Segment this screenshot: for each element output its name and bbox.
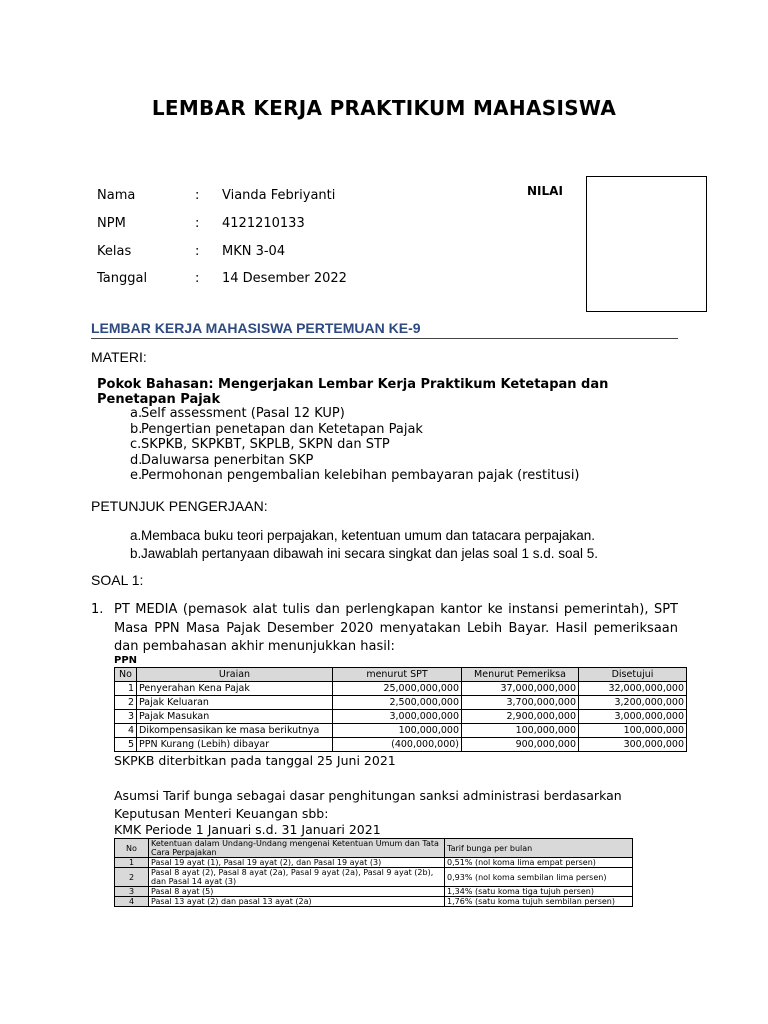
info-colon: : — [195, 244, 200, 259]
table-row — [115, 710, 687, 724]
list-marker: e. — [130, 468, 143, 483]
column-header: Menurut Pemeriksa — [462, 668, 579, 682]
table-cell: 1,34% (satu koma tiga tujuh persen) — [445, 887, 633, 897]
info-value-nama: Vianda Febriyanti — [222, 188, 336, 203]
list-item-text: Pengertian penetapan dan Ketetapan Pajak — [141, 421, 423, 437]
nilai-label: NILAI — [527, 184, 563, 198]
column-header: Tarif bunga per bulan — [445, 839, 633, 858]
list-marker: c. — [130, 437, 142, 452]
table-cell: PPN Kurang (Lebih) dibayar — [137, 738, 333, 752]
list-item — [113, 527, 598, 545]
list-item-text: SKPKB, SKPKBT, SKPLB, SKPN dan STP — [141, 437, 390, 452]
table-row — [115, 858, 633, 868]
list-item-text: Daluwarsa penerbitan SKP — [141, 452, 314, 468]
column-header: Uraian — [137, 668, 333, 682]
list-marker: a. — [130, 406, 143, 421]
info-label-kelas: Kelas — [97, 244, 132, 259]
table-cell: 32,000,000,000 — [579, 682, 687, 696]
table-cell: 37,000,000,000 — [462, 682, 579, 696]
list-marker: b. — [130, 421, 143, 437]
list-item — [113, 422, 580, 438]
table-cell: 3,000,000,000 — [579, 710, 687, 724]
table-cell: 100,000,000 — [579, 724, 687, 738]
ppn-label: PPN — [114, 655, 138, 666]
column-header: No — [115, 839, 149, 858]
list-marker: b. — [130, 545, 142, 561]
table-row — [115, 887, 633, 897]
table-row — [115, 696, 687, 710]
table-cell: 4 — [115, 724, 137, 738]
table-cell: Dikompensasikan ke masa berikutnya — [137, 724, 333, 738]
list-item-text: Self assessment (Pasal 12 KUP) — [141, 406, 345, 421]
kmk-period: KMK Periode 1 Januari s.d. 31 Januari 2021 — [114, 822, 381, 837]
table-cell: 3 — [115, 710, 137, 724]
table-header-row — [115, 839, 633, 858]
list-marker: a. — [130, 528, 142, 543]
question-text: PT MEDIA (pemasok alat tulis dan perlengkapan kantor ke instansi pemerintah), SPT Masa PPN Masa Pajak Desember 2020 menyatakan Lebih Bayar. Hasil pemeriksaan dan pembahasan akhir menunjukkan hasil: — [114, 602, 678, 654]
section-heading: LEMBAR KERJA MAHASISWA PERTEMUAN KE-9 — [91, 320, 421, 336]
table-cell: 1,76% (satu koma tujuh sembilan persen) — [445, 897, 633, 907]
tarif-table — [114, 838, 633, 907]
table-cell: 1 — [115, 682, 137, 696]
list-item — [113, 453, 580, 469]
table-cell: 300,000,000 — [579, 738, 687, 752]
info-label-npm: NPM — [97, 216, 126, 231]
asumsi-text: Asumsi Tarif bunga sebagai dasar penghitungan sanksi administrasi berdasarkan Keputusan Menteri Keuangan sbb: — [114, 788, 622, 821]
table-cell: 3 — [115, 887, 149, 897]
table-cell: 0,51% (nol koma lima empat persen) — [445, 858, 633, 868]
petunjuk-heading: PETUNJUK PENGERJAAN: — [91, 498, 268, 514]
table-cell: 2 — [115, 696, 137, 710]
list-item — [113, 468, 580, 484]
list-item-text: Permohonan pengembalian kelebihan pembayaran pajak (restitusi) — [141, 468, 580, 483]
table-cell: (400,000,000) — [333, 738, 462, 752]
materi-heading: MATERI: — [91, 349, 147, 365]
table-cell: 1 — [115, 858, 149, 868]
column-header: Ketentuan dalam Undang-Undang mengenai Ketentuan Umum dan Tata Cara Perpajakan — [149, 839, 445, 858]
info-colon: : — [195, 271, 200, 286]
table-row — [115, 682, 687, 696]
table-cell: 100,000,000 — [462, 724, 579, 738]
info-value-tanggal: 14 Desember 2022 — [222, 271, 347, 286]
table-header-row — [115, 668, 687, 682]
list-item-text: Jawablah pertanyaan dibawah ini secara singkat dan jelas soal 1 s.d. soal 5. — [141, 545, 599, 561]
column-header: Disetujui — [579, 668, 687, 682]
table-cell: 25,000,000,000 — [333, 682, 462, 696]
table-cell: Pasal 8 ayat (5) — [149, 887, 445, 897]
table-cell: 3,000,000,000 — [333, 710, 462, 724]
list-item — [113, 545, 598, 563]
info-value-npm: 4121210133 — [222, 216, 305, 231]
table-cell: Penyerahan Kena Pajak — [137, 682, 333, 696]
info-label-tanggal: Tanggal — [97, 271, 148, 286]
table-cell: Pasal 19 ayat (1), Pasal 19 ayat (2), dan Pasal 19 ayat (3) — [149, 858, 445, 868]
list-item-text: Membaca buku teori perpajakan, ketentuan umum dan tatacara perpajakan. — [141, 528, 596, 543]
list-item — [113, 406, 580, 422]
table-cell: Pasal 8 ayat (2), Pasal 8 ayat (2a), Pasal 9 ayat (2a), Pasal 9 ayat (2b), dan Pasal 14 ayat (3) — [149, 868, 445, 887]
materi-list — [113, 406, 580, 484]
table-row — [115, 868, 633, 887]
table-row — [115, 724, 687, 738]
nilai-box — [586, 176, 707, 312]
table-cell: 2 — [115, 868, 149, 887]
info-label-nama: Nama — [97, 188, 136, 203]
info-colon: : — [195, 188, 200, 203]
table-cell: Pajak Masukan — [137, 710, 333, 724]
table-cell: 900,000,000 — [462, 738, 579, 752]
petunjuk-list — [113, 527, 598, 562]
column-header: menurut SPT — [333, 668, 462, 682]
table-row — [115, 897, 633, 907]
list-marker: d. — [130, 452, 143, 468]
skpkb-note: SKPKB diterbitkan pada tanggal 25 Juni 2021 — [114, 753, 396, 768]
ppn-table — [114, 667, 687, 752]
table-row — [115, 738, 687, 752]
list-item — [113, 437, 580, 453]
question-number: 1. — [91, 602, 104, 617]
table-cell: Pajak Keluaran — [137, 696, 333, 710]
table-cell: 2,900,000,000 — [462, 710, 579, 724]
column-header: No — [115, 668, 137, 682]
table-cell: 3,700,000,000 — [462, 696, 579, 710]
table-cell: Pasal 13 ayat (2) dan pasal 13 ayat (2a) — [149, 897, 445, 907]
table-cell: 4 — [115, 897, 149, 907]
section-divider — [91, 338, 678, 339]
table-cell: 100,000,000 — [333, 724, 462, 738]
pokok-bahasan: Pokok Bahasan: Mengerjakan Lembar Kerja Praktikum Ketetapan dan Penetapan Pajak — [97, 377, 609, 407]
info-value-kelas: MKN 3-04 — [222, 244, 286, 259]
page-title: LEMBAR KERJA PRAKTIKUM MAHASISWA — [151, 96, 617, 120]
table-cell: 5 — [115, 738, 137, 752]
table-cell: 3,200,000,000 — [579, 696, 687, 710]
soal-heading: SOAL 1: — [91, 572, 144, 588]
table-cell: 2,500,000,000 — [333, 696, 462, 710]
info-colon: : — [195, 216, 200, 231]
table-cell: 0,93% (nol koma sembilan lima persen) — [445, 868, 633, 887]
